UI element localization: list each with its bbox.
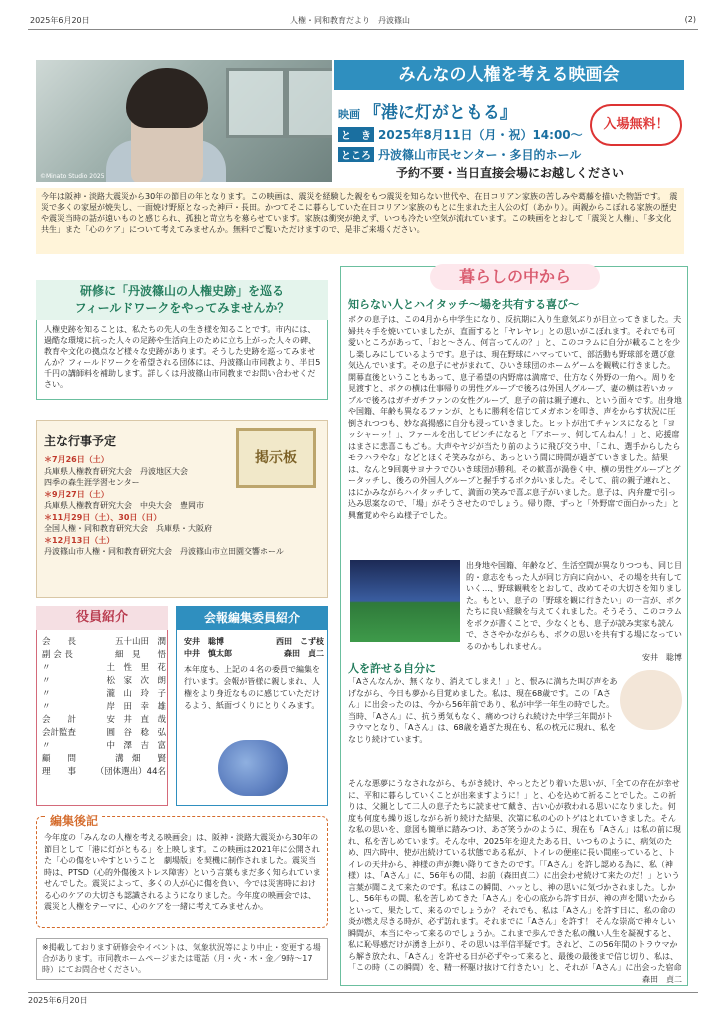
editors-body: 安井 聡博 西田 こず枝 中井 慎太郎 森田 貞二 本年度も、上記の４名の委員で編集を行います。会報が皆様に親しまれ、人権をより身近なものに感じていただけるよう、紙面づくりにとりくみます。	[184, 637, 324, 710]
page-header	[28, 10, 698, 30]
film-name-line	[338, 98, 517, 123]
officer-row: 〃 中 澤 吉 富	[42, 741, 166, 751]
officer-row: 会 計 安 井 直 哉	[42, 715, 166, 725]
header-title: 人権・同和教育だより 丹波篠山	[290, 16, 410, 25]
article1-title: 知らない人とハイタッチ～場を共有する喜び～	[348, 298, 579, 311]
when-value: 2025年8月11日（月・祝）14:00～	[378, 128, 583, 142]
article2-body2: そんな悪夢にうなされながら、もがき続け、やっとたどり着いた思いが、「全ての存在が幸せに、平和に暮らしていくことが出来ますように！」と、心を込めて祈ることでした。この祈りは、父親として二人の息子たちに読ませて戴き、古い心が救われる思いになりました。何度も何度も繰り返しながら祈り続けた結果、次第に私の心のトゲはとれていきました。そんな私の思いを、意図も簡単に踏みつけ、あざ笑うかのように、現在も「Aさん」は私の前に現れ、私を苦しめています。そんな中、2025年を迎えたある日、いつものように、病気のため、四六時中、使が出続けている状態である私が、トイレの便座に長い間座っていると、トイレの天井から、神様の声が舞い降りてきたのです。「「Aさん」を許し認める為に、私（神様）は、「Aさん」に、56年もの間、お前（森田貞二）に出会わせ続けて来たのだ！」という言葉が聞こえて来たのです。私はこの瞬間、ハッとし、神の思いに気づかされました。しかし、56年もの間、私を苦しめてきた「Aさん」を心の底から許す日が、神の声を聞いたからといって、果たして、来るのでしょうか？ それでも、私は「Aさん」を許す日に、私の命の炎が燃え尽きる時が、必ず訪れます。それまでに「Aさん」を許す！ そんな崇高で神々しい瞬間が、本当にやって来るのでしょうか。これまで歩んできた私の醜い人生を凝視すると、私に恥辱感だけが湧き上がり、その思いは半信半疑です。されど、この56年間のトラウマから解き放たれ、「Aさん」を許せる日が必ずやって来ると、最後の最後まで信じ切り、私は、「この時（この瞬間）を、精一杯駆け抜けて行きたい」と、それが「Aさん」に出会った宿命 森田 貞二	[348, 779, 682, 984]
event-item: ＊9月27日（土） 兵庫県人権教育研究大会 中央大会 豊岡市	[44, 489, 204, 510]
editors-title: 会報編集委員紹介	[176, 606, 328, 630]
officers-list	[42, 636, 166, 779]
when-label: と き	[338, 127, 374, 142]
where-label: ところ	[338, 147, 374, 162]
officer-row: 〃 岸 田 幸 雄	[42, 702, 166, 712]
article2-signature: 森田 貞二	[642, 975, 682, 984]
film-label: 映画	[338, 108, 360, 121]
officer-row: 会計監査 圓 谷 稔 弘	[42, 728, 166, 738]
train-window	[286, 68, 332, 138]
film-name: 『港に灯がともる』	[363, 103, 517, 123]
fieldwork-title	[36, 280, 328, 320]
events-list	[44, 454, 324, 558]
article2-body: 「Aさんなんか、無くなり、消えてしまえ！」と、恨みに満ちた叫び声をあげながら、今日も夢から目覚めました。私は、現在68歳です。この「Aさん」に出会ったのは、今から56年前であり、私が中学一年生の時でした。当時、「Aさん」に、抗う勇気もなく、痛めつけられ続けた中学三年間がトラウマとなり、「Aさん」は、68歳を過ぎた現在も、私の枕元に現れ、私をなじり続けています。	[348, 677, 618, 744]
movie-intro: 今年は阪神・淡路大震災から30年の節目の年となります。この映画は、震災を経験した親をもつ震災を知らない世代や、在日コリアン家族の苦しみや葛藤を描いた物語です。 震災で多くの家屋が焼失し、一面焼け野原となった神戸・長田。かつてそこに暮らしていた在日コリアン家族のもとに生まれた主人公の灯（あかり）。両親からこぼれる家族の歴史や震災当時の話が遠いものと感じられ、孤独と苛立ちを募らせています。家族は衝突が絶えず、いつも冷たい空気が流れています。この映画をとおして「震災と人権」、「多文化共生」また「心のケア」について考えてみませんか。無料でご覧いただけますので、是非ご来場ください。	[36, 188, 684, 254]
column-title: 暮らしの中から	[430, 264, 600, 290]
movie-photo	[36, 60, 332, 182]
officer-row: 〃 土 性 里 花	[42, 663, 166, 673]
free-admission-badge: 入場無料！	[590, 104, 682, 146]
page-footer: 2025年6月20日	[28, 992, 698, 1006]
fieldwork-body: 人権史跡を知ることは、私たちの先人の生き様を知ることです。市内には、過酷な環境に抗った人々の足跡や生活向上のために立ち上がった人々の碑、教育や文化の拠点など様々な史跡があります。そうした史跡を巡ってみませんか？フィールドワークを希望される団体には、丹波篠山市同教より、半日5千円の講師料を補助します。詳しくは丹波篠山市同教までお問い合わせください。	[44, 325, 321, 389]
article1-signature: 安井 聡博	[642, 653, 682, 662]
header-date: 2025年6月20日	[30, 16, 90, 25]
photo-figure-hair	[126, 68, 208, 128]
fieldwork-title-line1: 研修に「丹波篠山の人権史跡」を巡る	[79, 284, 284, 298]
movie-title: みんなの人権を考える映画会	[334, 60, 684, 90]
bulletin-board-sign: 掲示板	[236, 428, 316, 488]
movie-when	[338, 126, 583, 143]
afterword-title: 編集後記	[46, 812, 102, 829]
article2-title: 人を許せる自分に	[348, 662, 436, 675]
hydrangea-illustration	[218, 740, 288, 796]
movie-where	[338, 146, 581, 163]
events-title: 主な行事予定	[44, 434, 117, 448]
movie-note: 予約不要・当日直接会場にお越しください	[396, 166, 625, 180]
event-item: ＊11月29日（土）、30日（日） 全国人権・同和教育研究大会 兵庫県・大阪府	[44, 512, 212, 533]
afterword-body: 今年度の「みんなの人権を考える映画会」は、阪神・淡路大震災から30年の節目として「港に灯がともる」を上映します。この映画は2021年に公開された「心の傷をいやすということ 劇場版」を契機に制作されました。震災当時は、PTSD（心的外傷後ストレス障害）という言葉もまだ多く知られていませんでした。震災によって、多くの人が心に傷を負い、今では災害時における心のケアの大切さも認識されるようになりました。今年度の映画会では、震災と人権をテーマに、心のケアを一緒に考えてみませんか。	[44, 833, 321, 911]
article1-body: ボクの息子は、この4月から中学生になり、反抗期に入り生意気ぶりが目立ってきました。夫婦共々手を焼いていましたが、直面すると「ヤレヤレ」との思いがこぼれます。それでも可愛いところがあって、「おと～さん、何言ってんの？」と、このコラムに自分が載ることを少し楽しみにしているようです。息子は、現在野球にハマっていて、部活動も野球部を選び意気込んでいます。その息子にせがまれて、ひいき球団のホームゲームを観戦に行きました。開幕直後ということもあって、息子希望の内野席は満席で、仕方なく外野の一角へ。周りを見渡すと、ボクの横は仕事帰りの男性グループで後ろは外国人グループ、妻の横は若いカップルで後ろはガチガチファンの女性グループ、息子の前は親子連れ、という面々です。出身地や国籍、年齢も異なるファンが、ともに勝利を信じてメガホンを叩き、声をからす状況に圧倒されつつも、妙な高揚感に自分も浸っていきました。ヒットが出てチャンスになると「ヨッシャーッ！」、ファールを出してピンチになると「アホーッ、何してんねん！」と、応援席はまさに悲喜こもごも。大声やヤジが当たり前のように飛び交う中、「これ、選手からしたらモラハラやな」などとほくそ笑みながら、あっという間に時間が過ぎていきました。結果は、なんと9回裏サヨナラでひいき球団が勝利。その歓喜が渦巻く中、横の男性グループとグータッチし、後ろの外国人グループと握手するボクがいました。そして、前の親子連れと、はにかみながらハイタッチして、満面の笑みで喜ぶ息子がいました。息子は、内弁慶で引っ込み思案なので、「場」がそうさせたのでしょう。帰り際、ずっと「外野席で面白かった」と興奮覚めやらぬ様子でした。	[348, 315, 682, 520]
officer-row: 〃 瀧 山 玲 子	[42, 689, 166, 699]
event-item: ＊12月13日（土） 丹波篠山市人権・同和教育研究大会 丹波篠山市立田園交響ホール	[44, 535, 284, 556]
notice-box: ※掲載しております研修会やイベントは、気象状況等により中止・変更する場合があります。市同教ホームページまたは電話（月・火・木・金／9時～17時）にてお問合せください。	[36, 938, 328, 980]
stadium-photo	[350, 560, 460, 642]
officer-row: 理 事 （団体選出）44名	[42, 767, 166, 777]
fieldwork-title-line2: フィールドワークをやってみませんか？	[74, 301, 290, 315]
officers-title: 役員紹介	[36, 606, 168, 630]
header-page: (2)	[684, 15, 696, 24]
photo-credit: ©Minato Studio 2025	[40, 173, 105, 180]
praying-hands-illustration	[620, 670, 682, 730]
officer-row: 副 会 長 細 見 悟	[42, 650, 166, 660]
train-window	[226, 68, 286, 138]
officer-row: 〃 松 家 次 朗	[42, 676, 166, 686]
officer-row: 顧 問 溝 畑 賢	[42, 754, 166, 764]
event-item: ＊7月26日（土） 兵庫県人権教育研究大会 丹波地区大会 四季の森生涯学習センター	[44, 455, 188, 487]
officer-row: 会 長 五十山田 潤	[42, 637, 166, 647]
article1-body2: 出身地や国籍、年齢など、生活空間が異なりつつも、同じ目的・意志をもった人が同じ方向に向かい、その場を共有していく…、野球観戦をとおして、改めてその大切さを知りました。もとい、息子の「野球を観に行きたい」の一言が、ボクたちに良い経験を与えてくれました。そうそう、このコラムをボクが書くことで、少なくとも、息子が読み実家も読んで、ささやかながらも、ボクの思いを共有する場になっているのかもしれません。 安井 聡博	[466, 561, 682, 662]
where-value: 丹波篠山市民センター・多目的ホール	[378, 148, 582, 162]
